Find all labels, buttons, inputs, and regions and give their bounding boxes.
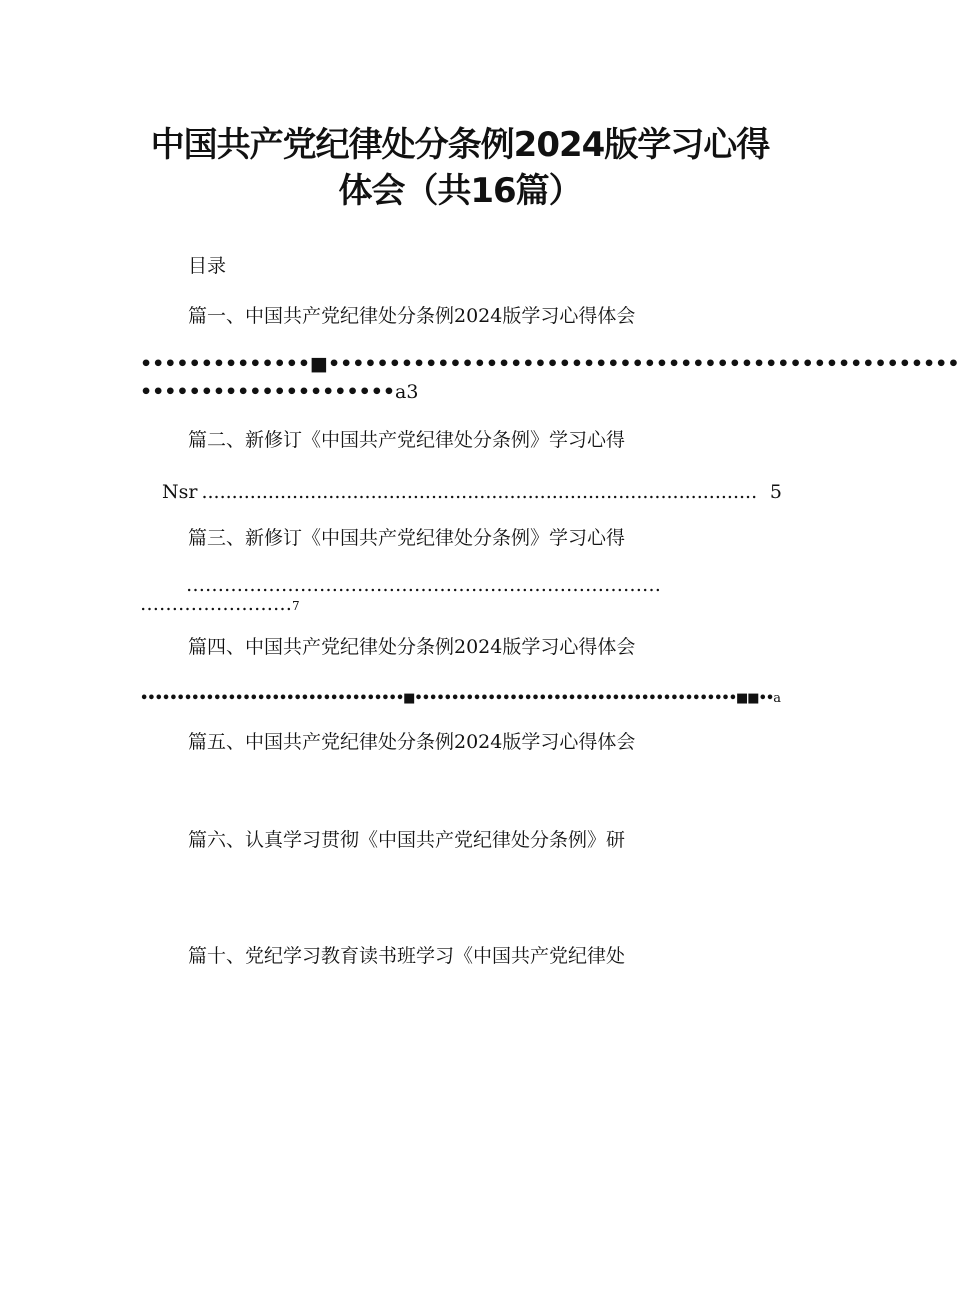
- toc-entry-10-title[interactable]: 篇十、党纪学习教育读书班学习《中国共产党纪律处: [188, 945, 626, 967]
- dot-leader: ••••••••••••••••••••••••••••••••••••■••••••••••••••••••••••••••••••••••••••••••••■■••: [140, 691, 774, 706]
- toc-entry-6-title[interactable]: 篇六、认真学习贯彻《中国共产党纪律处分条例》研: [188, 829, 626, 851]
- toc-entry-5-title[interactable]: 篇五、中国共产党纪律处分条例2024版学习心得体会: [188, 731, 636, 753]
- toc-entry-1-leader-line-1: [140, 350, 959, 378]
- page-number: 7: [292, 599, 300, 613]
- page-number: a: [773, 691, 781, 706]
- toc-heading: 目录: [188, 255, 227, 277]
- toc-entry-3-title[interactable]: 篇三、新修订《中国共产党纪律处分条例》学习心得: [188, 527, 626, 549]
- page-number: 5: [769, 481, 782, 503]
- dot-leader: •••••••••••••••••••••: [140, 381, 396, 403]
- toc-entry-1-leader-line-2: [140, 378, 418, 406]
- dot-leader: ……………………: [140, 593, 292, 615]
- toc-entry-2-title[interactable]: 篇二、新修订《中国共产党纪律处分条例》学习心得: [188, 429, 626, 451]
- toc-entry-3-leader-line-2: [140, 590, 300, 620]
- dot-leader: ••••••••••••••■••••••••••••••••••••••••••••••••••••••••••••••••••••: [140, 353, 959, 375]
- dot-leader: …………………………………………………………………: [186, 574, 661, 596]
- document-title-line-2: 体会（共16篇）: [338, 171, 582, 211]
- toc-entry-4-title[interactable]: 篇四、中国共产党纪律处分条例2024版学习心得体会: [188, 636, 636, 658]
- dot-leader: ............................................................................................: [201, 481, 758, 503]
- prefix-text: Nsr: [162, 481, 198, 503]
- toc-entry-1-title[interactable]: 篇一、中国共产党纪律处分条例2024版学习心得体会: [188, 305, 636, 327]
- page-number: a3: [395, 381, 419, 403]
- document-title-line-1: 中国共产党纪律处分条例2024版学习心得: [150, 125, 770, 165]
- toc-entry-4-leader-row: [140, 682, 781, 713]
- toc-entry-2-leader-row: [162, 478, 782, 506]
